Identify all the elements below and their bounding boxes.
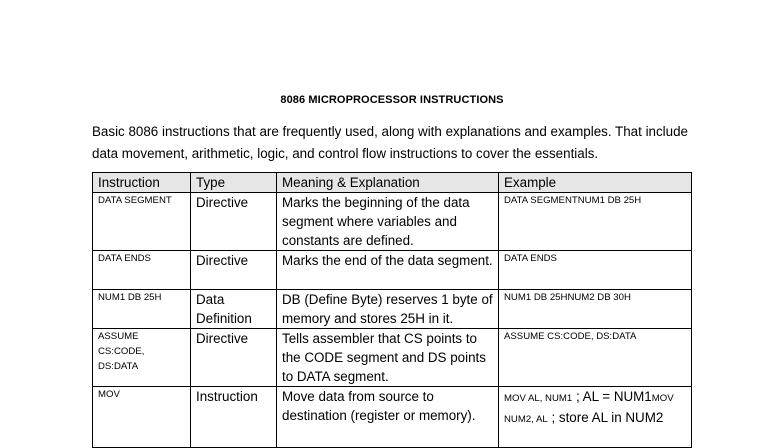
cell-example: DATA ENDS	[499, 251, 692, 290]
cell-type: Directive	[191, 193, 277, 251]
header-instruction: Instruction	[93, 173, 191, 193]
table-row	[93, 329, 692, 387]
cell-example: ASSUME CS:CODE, DS:DATA	[499, 329, 692, 387]
cell-type: Directive	[191, 251, 277, 290]
cell-instruction: DATA ENDS	[93, 251, 191, 290]
header-example: Example	[499, 173, 692, 193]
cell-meaning: Marks the end of the data segment.	[277, 251, 499, 290]
cell-meaning: Tells assembler that CS points to the CODE segment and DS points to DATA segment.	[277, 329, 499, 387]
example-code: MOV NUM2, AL	[504, 393, 674, 425]
example-comment: ; AL = NUM1	[572, 389, 652, 404]
cell-instruction: MOV	[93, 387, 191, 448]
cell-type: Instruction	[191, 387, 277, 448]
header-type: Type	[191, 173, 277, 193]
page-title: 8086 MICROPROCESSOR INSTRUCTIONS	[280, 94, 504, 106]
intro-paragraph: Basic 8086 instructions that are frequently used, along with explanations and examples. That include data movement, arithmetic, logic, and control flow instructions to cover the essentials.	[92, 124, 689, 161]
example-code: MOV AL, NUM1	[504, 393, 573, 404]
cell-example: DATA SEGMENTNUM1 DB 25H	[499, 193, 692, 251]
table-row	[93, 193, 692, 251]
cell-instruction: NUM1 DB 25H	[93, 290, 191, 329]
cell-meaning: Marks the beginning of the data segment where variables and constants are defined.	[277, 193, 499, 251]
cell-instruction: ASSUME CS:CODE, DS:DATA	[93, 329, 191, 387]
cell-example: NUM1 DB 25HNUM2 DB 30H	[499, 290, 692, 329]
example-comment: ; store AL in NUM2	[547, 410, 664, 425]
cell-type: Directive	[191, 329, 277, 387]
header-meaning: Meaning & Explanation	[277, 173, 499, 193]
table-row	[93, 387, 692, 448]
cell-type: Data Definition	[191, 290, 277, 329]
instruction-table	[92, 172, 692, 448]
cell-meaning: DB (Define Byte) reserves 1 byte of memory and stores 25H in it.	[277, 290, 499, 329]
cell-example	[499, 387, 692, 448]
table-header-row	[93, 173, 692, 193]
table-row	[93, 290, 692, 329]
cell-instruction: DATA SEGMENT	[93, 193, 191, 251]
cell-meaning: Move data from source to destination (register or memory).	[277, 387, 499, 448]
table-row	[93, 251, 692, 290]
